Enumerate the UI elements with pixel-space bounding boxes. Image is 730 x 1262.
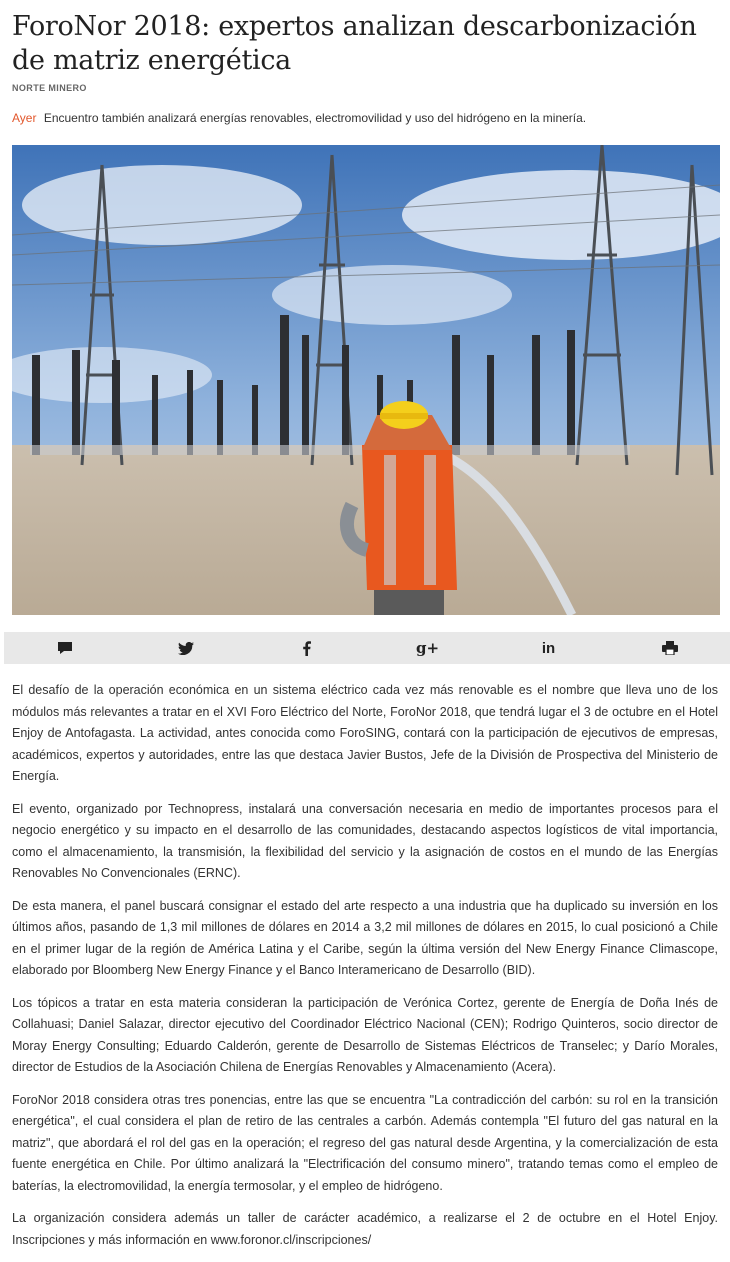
section-label[interactable]: NORTE MINERO [12, 83, 87, 93]
linkedin-button[interactable] [488, 632, 609, 664]
facebook-button[interactable] [246, 632, 367, 664]
twitter-button[interactable] [125, 632, 246, 664]
lead-text: Encuentro también analizará energías renovables, electromovilidad y uso del hidrógeno en la minería. [43, 111, 587, 125]
paragraph: El evento, organizado por Technopress, instalará una conversación necesaria en medio de importantes procesos para el negocio energético y su impacto en el desarrollo de las comunidades, destacando aspectos logísticos de vital importancia, como el almacenamiento, la transmisión, la flexibilidad del servicio y la asignación de costos en el mundo de las Energías Renovables No Convencionales (ERNC). [12, 801, 718, 880]
paragraph: ForoNor 2018 considera otras tres ponencias, entre las que se encuentra "La contradicción del carbón: su rol en la transición energética", el cual considera el plan de retiro de las centrales a carbón. Además contempla "El futuro del gas natural en la matriz", que abordará el rol del gas en la operación; el regreso del gas natural desde Argentina, y la comercialización de esta fuente energética en Chile. Por último analizará la "Electrificación del consumo minero", tratando temas como el empleo de baterías, la electromovilidad, la energía termosolar, y el empleo de hidrógeno. [12, 1092, 718, 1193]
comment-icon [57, 641, 73, 655]
paragraph: La organización considera además un taller de carácter académico, a realizarse el 2 de octubre en el Hotel Enjoy. Inscripciones y más información en www.foronor.cl/inscripciones/ [12, 1211, 718, 1247]
article-lead [12, 110, 720, 126]
comment-button[interactable] [4, 632, 125, 664]
paragraph: Los tópicos a tratar en esta materia consideran la participación de Verónica Cortez, gerente de Energía de Doña Inés de Collahuasi; Daniel Salazar, director ejecutivo del Coordinador Eléctrico Nacional (CEN); Rodrigo Quinteros, socio director de Moray Energy Consulting; Eduardo Calderón, gerente de Desarrollo de Sistemas Eléctricos de Transelec; y Darío Morales, director de Estudios de la Asociación Chilena de Energías Renovables y Almacenamiento (Acera). [12, 995, 718, 1074]
google-plus-button[interactable] [367, 632, 488, 664]
article-title: ForoNor 2018: expertos analizan descarbonización de matriz energética [12, 11, 697, 76]
facebook-icon [302, 641, 311, 656]
print-icon [662, 641, 678, 655]
article-photo [12, 145, 720, 615]
twitter-icon [178, 642, 194, 655]
google-plus-icon: g+ [415, 639, 440, 657]
share-bar [4, 632, 730, 664]
article-header [12, 0, 720, 126]
paragraph: De esta manera, el panel buscará consignar el estado del arte respecto a una industria que ha duplicado su inversión en los últimos años, pasando de 1,3 mil millones de dólares en 2014 a 3,2 mil millones de dólares en 2015, lo cual posicionó a Chile en el primer lugar de la región de América Latina y el Caribe, según la última versión del New Energy Finance Climascope, elaborado por Bloomberg New Energy Finance y el Banco Interamericano de Desarrollo (BID). [12, 898, 718, 977]
linkedin-icon: in [541, 639, 556, 657]
article-date: Ayer [12, 111, 37, 125]
article-body [12, 680, 718, 1262]
print-button[interactable] [609, 632, 730, 664]
paragraph: El desafío de la operación económica en un sistema eléctrico cada vez más renovable es el nombre que lleva uno de los módulos más relevantes a tratar en el XVI Foro Eléctrico del Norte, ForoNor 2018, que tendrá lugar el 3 de octubre en el Hotel Enjoy de Antofagasta. La actividad, antes conocida como ForoSING, contará con la participación de ejecutivos de empresas, académicos, expertos y autoridades, entre las que destaca Javier Bustos, Jefe de la División de Prospectiva del Ministerio de Energía. [12, 683, 718, 783]
